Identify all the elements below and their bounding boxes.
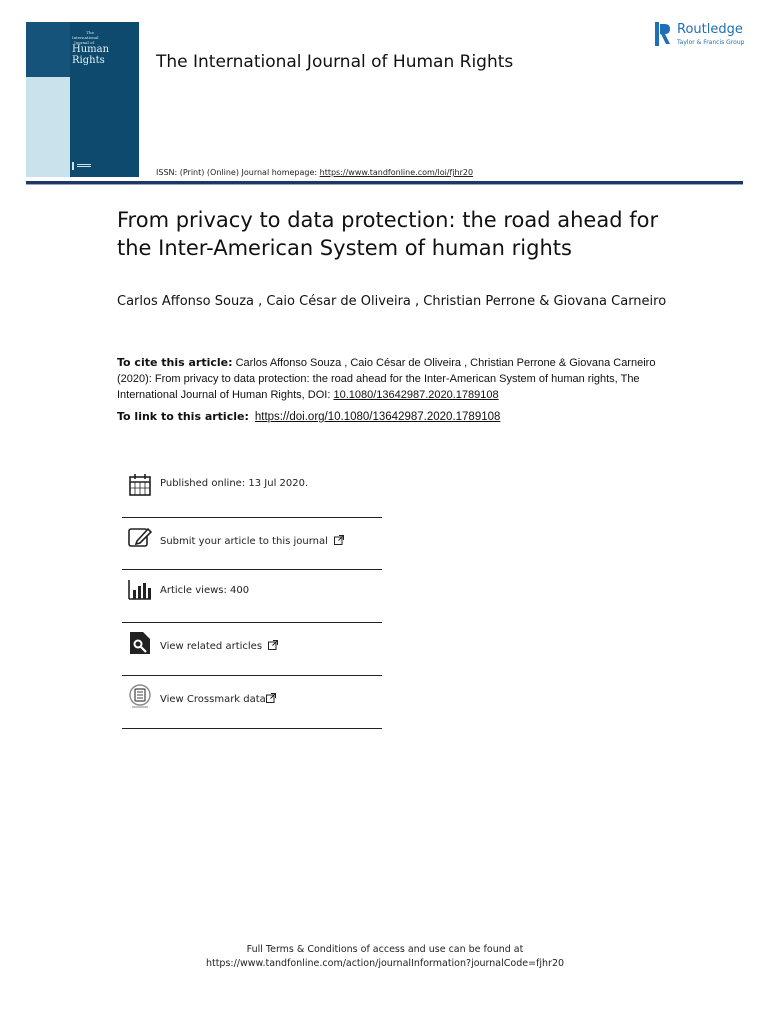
footer-line1: Full Terms & Conditions of access and use can be found at xyxy=(246,944,524,955)
routledge-logo xyxy=(655,20,755,50)
calendar-icon xyxy=(128,473,152,497)
external-link-icon xyxy=(334,535,344,545)
issn-line xyxy=(156,168,473,177)
crossmark-data-link[interactable]: View Crossmark data xyxy=(160,694,266,705)
footer-terms-link[interactable]: https://www.tandfonline.com/action/journalInformation?journalCode=fjhr20 xyxy=(205,958,565,969)
related-articles-link[interactable]: View related articles xyxy=(160,641,263,652)
header-divider xyxy=(26,181,743,185)
cover-publisher-mark xyxy=(72,162,98,170)
journal-homepage-link[interactable]: https://www.tandfonline.com/loi/fjhr20 xyxy=(319,168,474,177)
citation-block xyxy=(117,355,657,403)
document-search-icon xyxy=(128,631,152,655)
published-date: Published online: 13 Jul 2020. xyxy=(160,478,309,489)
journal-title: The International Journal of Human Rights xyxy=(156,52,514,72)
routledge-r-icon xyxy=(655,22,671,46)
edit-icon xyxy=(128,526,152,550)
article-title: From privacy to data protection: the road ahead for the Inter-American System of human rights xyxy=(117,208,659,260)
article-views: Article views: 400 xyxy=(160,585,250,596)
article-authors: Carlos Affonso Souza , Caio César de Oliveira , Christian Perrone & Giovana Carneiro xyxy=(117,294,667,309)
cite-label: To cite this article: xyxy=(117,356,233,369)
article-doi-link[interactable]: https://doi.org/10.1080/13642987.2020.1789108 xyxy=(254,411,501,423)
footer-terms xyxy=(0,943,770,971)
external-link-icon xyxy=(268,640,278,650)
link-label: To link to this article: xyxy=(117,410,249,423)
info-divider xyxy=(122,675,382,676)
cite-text: Carlos Affonso Souza , Caio César de Oliveira , Christian Perrone & Giovana Carneiro (2020): From privacy to data protection: the road ahead for the Inter-American System of human rights, The International Journal of Human Rights, DOI: xyxy=(117,357,656,401)
issn-text: ISSN: (Print) (Online) Journal homepage: xyxy=(156,168,320,177)
cover-title-line2: Rights xyxy=(72,55,105,66)
bar-chart-icon xyxy=(128,578,152,602)
cite-doi-link[interactable]: 10.1080/13642987.2020.1789108 xyxy=(333,389,499,401)
crossmark-icon xyxy=(128,684,152,708)
info-divider xyxy=(122,517,382,518)
publisher-name: Routledge xyxy=(677,22,743,37)
cover-title-line1: Human xyxy=(72,44,110,55)
info-divider xyxy=(122,569,382,570)
publisher-tagline: Taylor & Francis Group xyxy=(677,39,745,46)
info-divider xyxy=(122,622,382,623)
submit-article-link[interactable]: Submit your article to this journal xyxy=(160,536,328,547)
cover-block-light xyxy=(26,77,70,177)
article-link-line xyxy=(117,410,500,423)
info-divider xyxy=(122,728,382,729)
submit-row[interactable] xyxy=(122,526,382,578)
journal-cover-image xyxy=(26,22,139,177)
cover-block-top xyxy=(26,22,70,77)
external-link-icon xyxy=(266,693,276,703)
cover-small-text: The International Journal of xyxy=(72,30,99,45)
cover-title xyxy=(72,44,109,66)
